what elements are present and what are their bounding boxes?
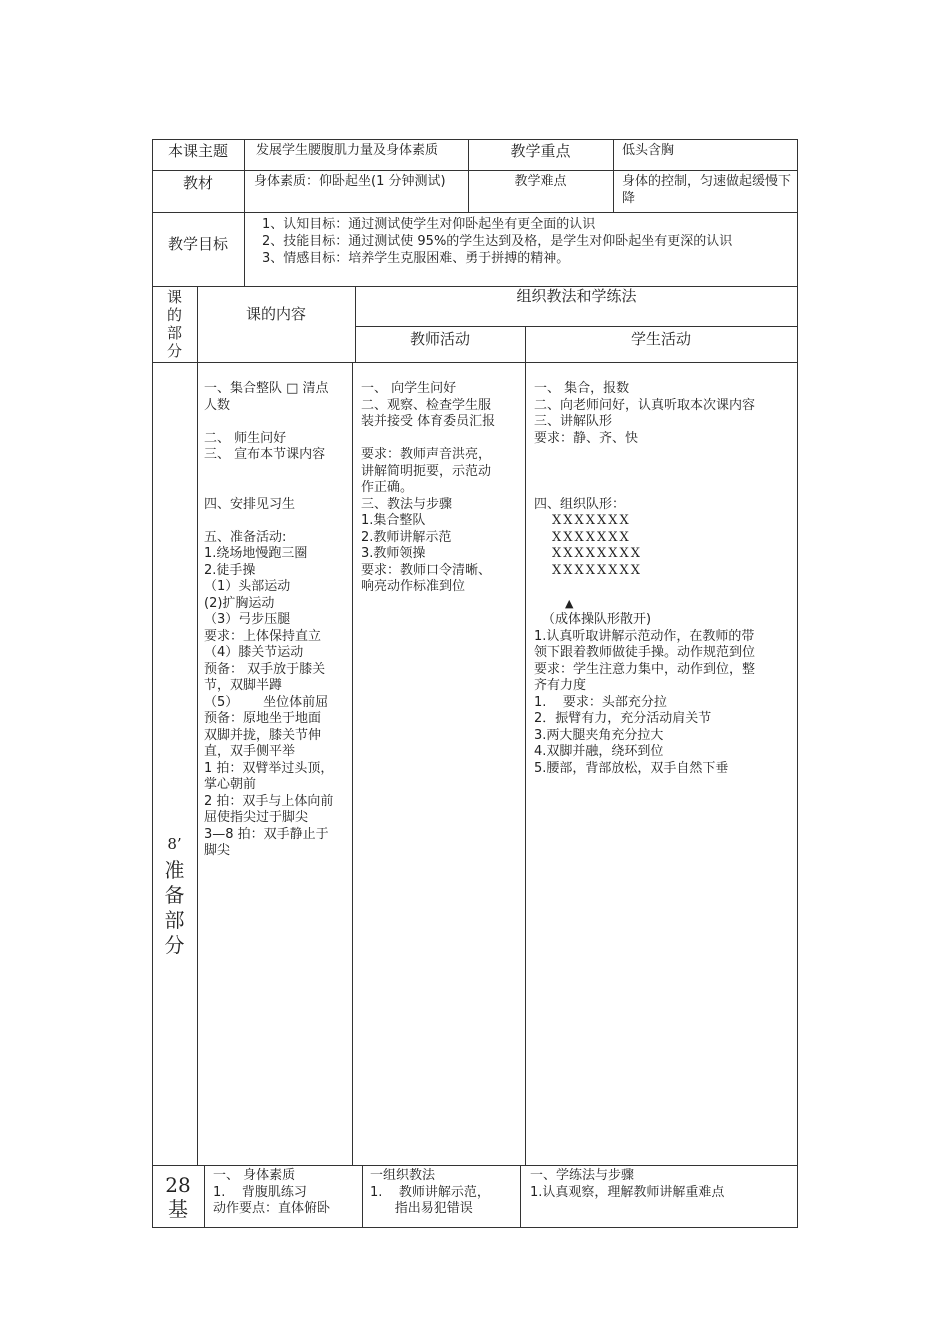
- prep-content-line: （1）头部运动: [204, 579, 291, 594]
- prep-content-line: （4）膝关节运动: [204, 645, 304, 660]
- material-value: 身体素质：仰卧起坐(1 分钟测试): [254, 174, 446, 189]
- key-point-label: 教学重点: [510, 142, 571, 160]
- prep-teacher-line: 要求：教师声音洪亮，: [361, 447, 492, 462]
- basic-content-line: 动作要点：直体俯卧: [213, 1201, 331, 1216]
- prep-student-line: 要求：静、齐、快: [534, 430, 639, 446]
- prep-content-line: [204, 414, 350, 431]
- prep-content-line: 双脚并拢，膝关节伸: [204, 727, 322, 743]
- border-top: [152, 139, 798, 140]
- prep-student-line: 二、向老师问好，认真听取本次课内容: [534, 397, 756, 413]
- prep-content-line: 二、 师生问好: [204, 430, 287, 446]
- prep-student-line: 要求：学生注意力集中，动作到位，整: [534, 661, 756, 677]
- prep-student-top: [534, 381, 796, 513]
- prep-student-line: 三、讲解队形: [534, 414, 613, 429]
- formation-row: XXXXXXXX: [552, 546, 643, 561]
- col-line: [520, 1165, 521, 1227]
- col-line: [197, 362, 198, 1165]
- prep-content-line: 三、 宣布本节课内容: [204, 447, 326, 462]
- row-line: [152, 362, 798, 363]
- basic-student: [530, 1168, 796, 1201]
- prep-teacher-line: 一、 向学生问好: [361, 381, 457, 396]
- goal-emotion: 3、情感目标：培养学生克服困难、勇于拼搏的精神。: [262, 251, 570, 266]
- col-line: [525, 362, 526, 1165]
- col-line: [244, 139, 245, 286]
- teacher-position-marker: ▲: [565, 597, 574, 610]
- goal-cognitive: 1、认知目标：通过测试使学生对仰卧起坐有更全面的认识: [262, 217, 596, 232]
- prep-content-line: 脚尖: [204, 843, 231, 858]
- prep-content-line: 人数: [204, 397, 231, 413]
- prep-content-line: 四、安排见习生: [204, 496, 296, 512]
- row-line: [152, 212, 798, 213]
- col-line: [197, 286, 198, 362]
- prep-student-line: [534, 480, 796, 497]
- prep-content-line: 直，双手侧平举: [204, 744, 296, 759]
- prep-student-line: （成体操队形散开): [542, 612, 652, 627]
- prep-student-bottom: [534, 612, 796, 777]
- part-label: 课 的 部 分: [166, 288, 182, 360]
- topic-value: 发展学生腰腹肌力量及身体素质: [256, 143, 439, 158]
- basic-part-name: 基: [168, 1197, 188, 1221]
- method-label: 组织教法和学练法: [516, 287, 637, 305]
- prep-content-line: 1.绕场地慢跑三圈: [204, 546, 308, 561]
- basic-teacher-line: 一组织教法: [370, 1168, 436, 1183]
- prep-content-line: 节，双脚半蹲: [204, 678, 283, 693]
- prep-student-line: [534, 464, 796, 481]
- content-label: 课的内容: [245, 305, 306, 323]
- prep-content-line: 预备： 双手放于膝关: [204, 661, 326, 677]
- prep-student-line: 1. 要求：头部充分拉: [534, 694, 667, 710]
- basic-teacher-line: 1. 教师讲解示范，: [370, 1184, 490, 1200]
- prep-content-line: [204, 480, 350, 497]
- col-line: [613, 139, 614, 212]
- formation-row: XXXXXXX: [552, 529, 631, 545]
- prep-content-line: 一、集合整队 □ 清点: [204, 381, 329, 396]
- prep-teacher-line: 要求：教师口令清晰、: [361, 562, 492, 578]
- prep-content-line: (2)扩胸运动: [204, 595, 275, 611]
- prep-content-line: [204, 464, 350, 481]
- prep-teacher-line: 作正确。: [361, 480, 414, 495]
- basic-teacher: [370, 1168, 518, 1218]
- basic-content-line: 1. 背腹肌练习: [213, 1184, 307, 1200]
- prep-student-line: 齐有力度: [534, 678, 587, 693]
- prep-teacher-line: 三、教法与步骤: [361, 496, 453, 512]
- col-line: [204, 1165, 205, 1227]
- student-label: 学生活动: [630, 330, 691, 348]
- prep-teacher-line: [361, 431, 523, 448]
- prep-student-line: 一、 集合，报数: [534, 381, 630, 396]
- prep-content-line: 屈使指尖过于脚尖: [204, 810, 309, 825]
- topic-label: 本课主题: [167, 142, 228, 160]
- prep-student-line: 领下跟着教师做徒手操。动作规范到位: [534, 645, 756, 660]
- basic-student-line: 一、学练法与步骤: [530, 1168, 635, 1183]
- basic-student-line: 1.认真观察，理解教师讲解重难点: [530, 1184, 725, 1200]
- prep-content-line: 掌心朝前: [204, 777, 257, 792]
- basic-teacher-line: 指出易犯错误: [370, 1201, 473, 1216]
- difficulty-label: 教学难点: [514, 174, 567, 189]
- col-line: [362, 1165, 363, 1227]
- prep-student-line: 3.两大腿夹角充分拉大: [534, 727, 664, 743]
- prep-content-line: 3—8 拍：双手静止于: [204, 826, 329, 842]
- row-line: [355, 326, 798, 327]
- prep-time: 8’: [167, 835, 182, 853]
- prep-content-line: 要求：上体保持直立: [204, 628, 322, 644]
- prep-content-line: 2 拍：双手与上体向前: [204, 793, 334, 809]
- prep-student-line: 1.认真听取讲解示范动作，在教师的带: [534, 628, 755, 644]
- prep-content-line: 预备：原地坐于地面: [204, 711, 322, 726]
- prep-teacher: [361, 381, 523, 596]
- prep-content-line: （3）弓步压腿: [204, 612, 291, 627]
- prep-student-line: [534, 447, 796, 464]
- prep-teacher-line: 二、观察、检查学生服: [361, 397, 492, 413]
- formation-row: XXXXXXXX: [552, 562, 643, 578]
- prep-teacher-line: 3.教师领操: [361, 546, 426, 561]
- prep-content-line: 五、准备活动:: [204, 529, 287, 545]
- basic-content: [213, 1168, 360, 1218]
- prep-teacher-line: 1.集合整队: [361, 513, 426, 528]
- prep-student-line: 2．振臂有力，充分活动肩关节: [534, 711, 712, 726]
- key-point-value: 低头含胸: [622, 143, 675, 158]
- border-bottom: [152, 1227, 798, 1228]
- prep-content: [204, 381, 350, 860]
- prep-content-line: 1 拍：双臂举过头顶，: [204, 760, 334, 776]
- prep-student-line: 4.双脚并融，绕环到位: [534, 744, 664, 759]
- basic-content-line: 一、 身体素质: [213, 1168, 296, 1183]
- material-label: 教材: [182, 174, 213, 192]
- goals-label: 教学目标: [167, 235, 228, 253]
- basic-time: 28: [165, 1173, 191, 1197]
- goal-skill: 2、技能目标：通过测试使 95%的学生达到及格，是学生对仰卧起坐有更深的认识: [262, 234, 733, 249]
- prep-content-line: 2.徒手操: [204, 562, 256, 578]
- row-line: [152, 1165, 798, 1166]
- teacher-label: 教师活动: [409, 330, 470, 348]
- col-line: [352, 362, 353, 1165]
- prep-teacher-line: 讲解简明扼要，示范动: [361, 463, 492, 479]
- prep-part-name: 准 备 部 分: [164, 858, 185, 957]
- formation: [552, 513, 752, 579]
- row-line: [152, 170, 798, 171]
- prep-content-line: [204, 513, 350, 530]
- prep-student-line: 5.腰部，背部放松，双手自然下垂: [534, 760, 729, 776]
- formation-row: XXXXXXX: [552, 513, 631, 528]
- prep-content-line: （5） 坐位体前屈: [204, 694, 329, 710]
- prep-teacher-line: 2.教师讲解示范: [361, 529, 452, 545]
- prep-student-line: 四、组织队形：: [534, 496, 626, 512]
- difficulty-value: 身体的控制，匀速做起缓慢下降: [622, 174, 792, 206]
- prep-teacher-line: 响亮动作标准到位: [361, 579, 466, 594]
- prep-teacher-line: 装并接受 体育委员汇报: [361, 414, 496, 429]
